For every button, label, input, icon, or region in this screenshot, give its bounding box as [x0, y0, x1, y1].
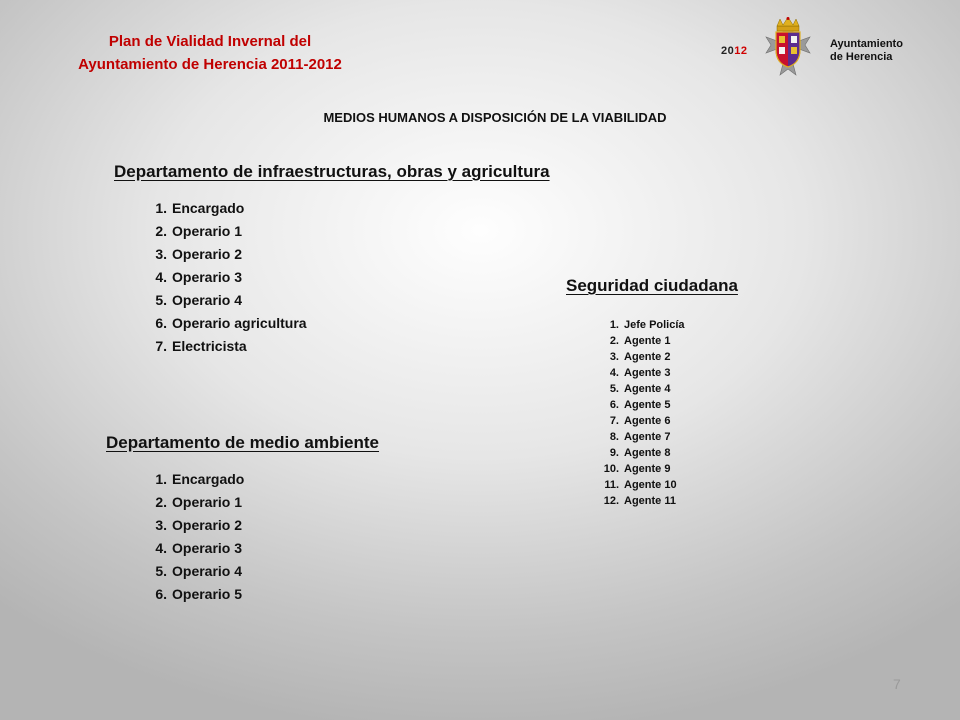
list-item-label: Jefe Policía [624, 319, 685, 331]
list-item [142, 560, 244, 583]
list-item-number: 12. [603, 495, 619, 507]
list-item-number: 7. [609, 415, 619, 427]
list-item [142, 289, 307, 312]
year-label [721, 45, 748, 57]
list-item [597, 333, 685, 349]
list-item-number: 10. [603, 463, 619, 475]
section-title-infraestructuras: Departamento de infraestructuras, obras y agricultura [114, 162, 550, 181]
list-item-label: Agente 9 [624, 463, 671, 475]
list-item-label: Agente 3 [624, 367, 671, 379]
list-item [597, 349, 685, 365]
list-item [597, 429, 685, 445]
list-item-label: Agente 5 [624, 399, 671, 411]
list-item-number: 3. [155, 517, 167, 533]
list-item-label: Agente 1 [624, 335, 671, 347]
list-item [142, 312, 307, 335]
list-item-number: 11. [604, 479, 619, 491]
year-part2: 12 [734, 45, 748, 57]
list-item [142, 491, 244, 514]
list-item [597, 365, 685, 381]
page-number: 7 [893, 676, 901, 692]
list-item-number: 5. [155, 563, 167, 579]
plan-title [40, 30, 380, 76]
list-item-label: Operario 5 [172, 586, 243, 602]
year-part1: 20 [721, 45, 735, 57]
list-item-label: Operario 4 [172, 563, 243, 579]
list-item-label: Agente 6 [624, 415, 671, 427]
list-item [597, 381, 685, 397]
list-item [142, 335, 307, 358]
list-item [142, 197, 307, 220]
list-item-label: Operario 1 [172, 223, 243, 239]
list-item-number: 4. [155, 269, 167, 285]
list-item-label: Encargado [172, 471, 245, 487]
coat-of-arms-icon [760, 17, 816, 83]
municipality-line1: Ayuntamiento [830, 38, 903, 50]
list-item-label: Operario 3 [172, 269, 243, 285]
list-item [142, 266, 307, 289]
list-item-label: Operario agricultura [172, 315, 307, 331]
list-item-label: Electricista [172, 338, 247, 354]
list-item-number: 2. [155, 223, 167, 239]
list-item [597, 445, 685, 461]
list-item-number: 1. [609, 319, 619, 331]
list-item [142, 468, 244, 491]
municipality-line2: de Herencia [830, 51, 893, 63]
list-item-label: Agente 10 [624, 479, 677, 491]
page-heading: MEDIOS HUMANOS A DISPOSICIÓN DE LA VIABILIDAD [323, 110, 667, 125]
list-item-label: Agente 7 [624, 431, 671, 443]
plan-title-line2: Ayuntamiento de Herencia 2011-2012 [78, 56, 342, 73]
list-item-label: Operario 4 [172, 292, 243, 308]
list-item-number: 2. [609, 335, 619, 347]
list-item [597, 461, 685, 477]
list-item-number: 1. [155, 200, 167, 216]
list-item-label: Operario 2 [172, 246, 243, 262]
list-item-label: Encargado [172, 200, 245, 216]
list-item-number: 3. [609, 351, 619, 363]
list-item-label: Operario 3 [172, 540, 243, 556]
list-item-number: 3. [155, 246, 167, 262]
list-item-number: 4. [609, 367, 619, 379]
list-item [597, 317, 685, 333]
list-item-number: 5. [609, 383, 619, 395]
list-item-number: 6. [155, 586, 167, 602]
list-item [142, 514, 244, 537]
list-item-label: Agente 11 [624, 495, 676, 507]
list-item-label: Operario 1 [172, 494, 243, 510]
list-item-number: 2. [155, 494, 167, 510]
list-item-number: 9. [609, 447, 619, 459]
section-title-medio-ambiente: Departamento de medio ambiente [106, 433, 380, 452]
list-item-label: Agente 4 [624, 383, 671, 395]
list-item-number: 1. [155, 471, 167, 487]
list-medio-ambiente [142, 468, 244, 606]
list-item-number: 8. [609, 431, 619, 443]
plan-title-line1: Plan de Vialidad Invernal del [108, 33, 312, 50]
list-item [142, 583, 244, 606]
list-item-label: Agente 2 [624, 351, 671, 363]
list-item-label: Agente 8 [624, 447, 671, 459]
list-infraestructuras [142, 197, 307, 358]
list-item [142, 220, 307, 243]
list-item [597, 413, 685, 429]
list-item-number: 6. [609, 399, 619, 411]
list-item [597, 493, 685, 509]
list-item-number: 7. [155, 338, 167, 354]
list-item-label: Operario 2 [172, 517, 243, 533]
list-item-number: 4. [155, 540, 167, 556]
list-item [142, 537, 244, 560]
list-item [597, 477, 685, 493]
list-item-number: 5. [155, 292, 167, 308]
municipality-label [830, 38, 940, 64]
list-seguridad [597, 317, 685, 509]
section-title-seguridad: Seguridad ciudadana [566, 276, 738, 295]
list-item-number: 6. [155, 315, 167, 331]
list-item [597, 397, 685, 413]
list-item [142, 243, 307, 266]
